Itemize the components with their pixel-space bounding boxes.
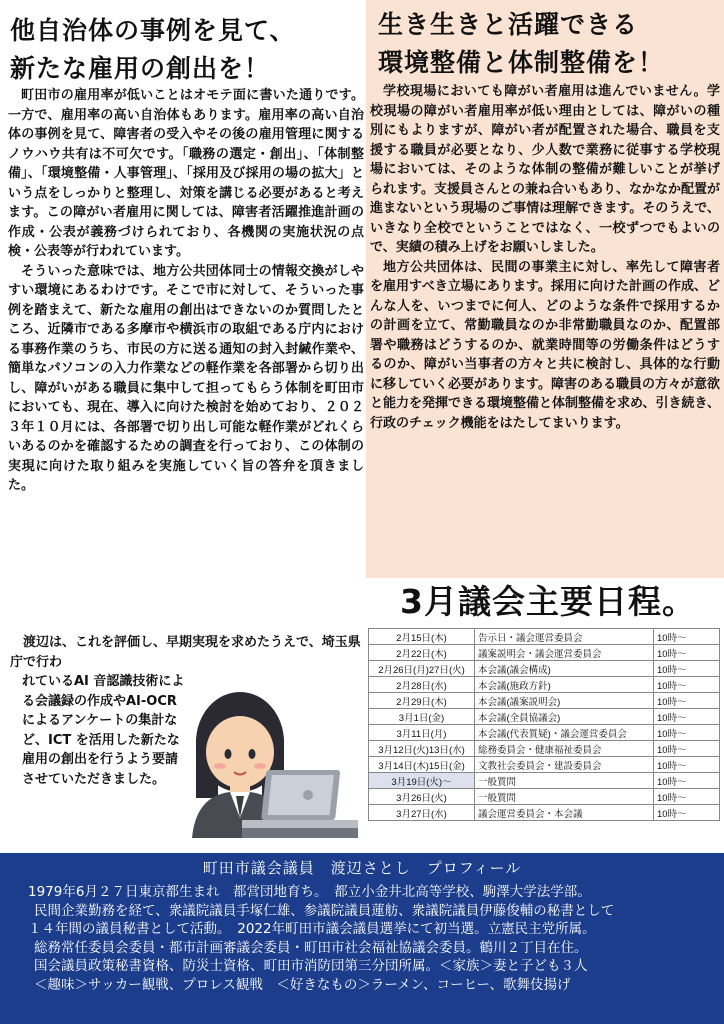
right-paragraph-1: 学校現場においても障がい者雇用は進んでいません。学校現場の障がい者雇用率が低い理由としては、障がいの種別にもよりますが、障がい者が配置された場合、職員を支援する職員が必要となり、少人数で業務に従事する学校現場においては、そのような体制の整備が難しいことが挙げられます。支援員さんとの兼ね合いもあり、なかなか配置が進まないという現場のご事情は理解できます。そのうえで、いきなり全校でということではなく、一校ずつでもよいので、実績の積み上げをお願いしました。 <box>370 84 720 255</box>
schedule-event: 告示日・議会運営委員会 <box>475 629 654 645</box>
profile-line: 国会議員政策秘書資格、防災士資格、町田市消防団第三分団所属。＜家族＞妻と子ども３人 <box>34 958 588 974</box>
schedule-event: 議案説明会・議会運営委員会 <box>475 645 654 661</box>
schedule-date: 3月27日(水) <box>369 805 475 821</box>
schedule-time: 10時～ <box>654 741 720 757</box>
schedule-date: 3月26日(火) <box>369 789 475 805</box>
left-paragraph-2: そういった意味では、地方公共団体同士の情報交換がしやすい環境にあるわけです。そこで市に対して、そういった事例を踏まえて、新たな雇用の創出はできないのか質問したところ、近隣市である多摩市や横浜市の取組である庁内における事務作業のうち、市民の方に送る通知の封入封緘作業や、簡単なパソコンの入力作業などの軽作業を各部署から切り出し、障がいがある職員に集中して担ってもらう体制を町田市においても、現在、導入に向けた検討を始めており、２０２３年１０月には、各部署で切り出し可能な軽作業がどれくらいあるのかを確認するための調査を行っており、この体制の実現に向けた取り組みを実施していく旨の答弁を頂きました。 <box>8 263 364 493</box>
profile-line: １４年間の議員秘書として活動。 2022年町田市議会議員選挙にて初当選。立憲民主党所属。 <box>28 921 596 937</box>
left-closing-lead: 渡辺は、これを評価し、早期実現を求めたうえで、埼玉県庁で行わ <box>10 635 361 670</box>
schedule-event: 本会議(議会構成) <box>475 661 654 677</box>
schedule-date: 3月19日(火)～ <box>369 773 475 789</box>
schedule-time: 10時～ <box>654 677 720 693</box>
schedule-event: 一般質問 <box>475 789 654 805</box>
profile-line: ＜趣味＞サッカー観戦、プロレス観戦 ＜好きなもの＞ラーメン、コーヒー、歌舞伎揚げ <box>34 976 571 993</box>
schedule-row <box>369 677 720 693</box>
schedule-row <box>369 773 720 789</box>
schedule-date: 3月12日(火)13日(水) <box>369 741 475 757</box>
profile-line: 1979年6月２７日東京都生まれ 都営団地育ち。 都立小金井北高等学校、駒澤大学法学部。 <box>28 884 591 900</box>
schedule-date: 2月26日(月)27日(火) <box>369 661 475 677</box>
schedule-title: 3月議会主要日程。 <box>400 582 696 621</box>
profile-line: 総務常任委員会委員・都市計画審議会委員・町田市社会福祉協議会委員。鶴川２丁目在住。 <box>34 939 588 956</box>
schedule-table <box>368 628 720 821</box>
schedule-time: 10時～ <box>654 773 720 789</box>
right-title-line-1: 生き生きと活躍できる <box>378 10 639 39</box>
schedule-time: 10時～ <box>654 645 720 661</box>
schedule-time: 10時～ <box>654 805 720 821</box>
schedule-event: 本会議(代表質疑)・議会運営委員会 <box>475 725 654 741</box>
schedule-time: 10時～ <box>654 693 720 709</box>
profile-body <box>28 883 718 994</box>
profile-title: 町田市議会議員 渡辺さとし プロフィール <box>202 859 522 877</box>
schedule-row <box>369 757 720 773</box>
schedule-date: 3月11日(月) <box>369 725 475 741</box>
schedule-time: 10時～ <box>654 629 720 645</box>
right-paragraph-2: 地方公共団体は、民間の事業主に対し、率先して障害者を雇用すべき立場にあります。採用に向けた計画の作成、どんな人を、いつまでに何人、どのような条件で採用するかの計画を立て、常勤職員なのか非常勤職員なのか、配置部署や職務はどうするのか、就業時間等の労働条件はどうするのか、障がい当事者の方々と共に検討し、具体的な行動に移していく必要があります。障害のある職員の方々が意欲と能力を発揮できる環境整備と体制整備を求め、引き続き、行政のチェック機能をはたしてまいります。 <box>370 259 720 431</box>
schedule-time: 10時～ <box>654 757 720 773</box>
schedule-row <box>369 789 720 805</box>
schedule-row <box>369 741 720 757</box>
schedule-row <box>369 629 720 645</box>
schedule-event: 一般質問 <box>475 773 654 789</box>
left-closing-wrap: れているAI 音認識技術による会議録の作成やAI-OCR によるアンケートの集計など、ICT を活用した新たな雇用の創出を行うよう要請させていただきました。 <box>22 674 185 787</box>
schedule-row <box>369 693 720 709</box>
schedule-row <box>369 661 720 677</box>
schedule-event: 本会議(施政方針) <box>475 677 654 693</box>
schedule-date: 3月1日(金) <box>369 709 475 725</box>
schedule-time: 10時～ <box>654 789 720 805</box>
right-article-title <box>378 6 724 82</box>
left-title-line-1: 他自治体の事例を見て、 <box>10 16 296 45</box>
woman-at-laptop-illustration <box>182 678 358 838</box>
schedule-event: 総務委員会・健康福祉委員会 <box>475 741 654 757</box>
schedule-event: 文教社会委員会・建設委員会 <box>475 757 654 773</box>
left-title-line-2: 新たな雇用の創出を！ <box>10 54 271 83</box>
right-title-line-2: 環境整備と体制整備を！ <box>378 48 665 77</box>
schedule-date: 2月15日(木) <box>369 629 475 645</box>
schedule-date: 2月29日(木) <box>369 693 475 709</box>
schedule-event: 本会議(議案説明会) <box>475 693 654 709</box>
schedule-row <box>369 645 720 661</box>
schedule-time: 10時～ <box>654 709 720 725</box>
schedule-date: 3月14日(木)15日(金) <box>369 757 475 773</box>
schedule-row <box>369 725 720 741</box>
left-paragraph-1: 町田市の雇用率が低いことはオモテ面に書いた通りです。一方で、雇用率の高い自治体もあります。雇用率の高い自治体の事例を見て、障害者の受入やその後の雇用管理に関するノウハウ共有は不可欠です。「職務の選定・創出」、「体制整備」、「環境整備・人事管理」、「採用及び採用の場の拡大」という点をしっかりと整理し、対策を講じる必要があると考えます。この障がい者雇用に関しては、障害者活躍推進計画の作成・公表が義務づけられており、各機関の実施状況の点検・公表等が行われています。 <box>8 88 364 259</box>
profile-line: 民間企業勤務を経て、衆議院議員手塚仁雄、参議院議員蓮舫、衆議院議員伊藤俊輔の秘書として <box>34 902 615 919</box>
right-article-body <box>370 82 720 433</box>
schedule-time: 10時～ <box>654 725 720 741</box>
schedule-event: 議会運営委員会・本会議 <box>475 805 654 821</box>
schedule-date: 2月22日(木) <box>369 645 475 661</box>
profile-section <box>0 853 724 1024</box>
left-article-title <box>10 12 365 88</box>
schedule-event: 本会議(全員協議会) <box>475 709 654 725</box>
schedule-time: 10時～ <box>654 661 720 677</box>
schedule-row <box>369 709 720 725</box>
left-article-body <box>8 86 364 496</box>
schedule-row <box>369 805 720 821</box>
schedule-date: 2月28日(水) <box>369 677 475 693</box>
